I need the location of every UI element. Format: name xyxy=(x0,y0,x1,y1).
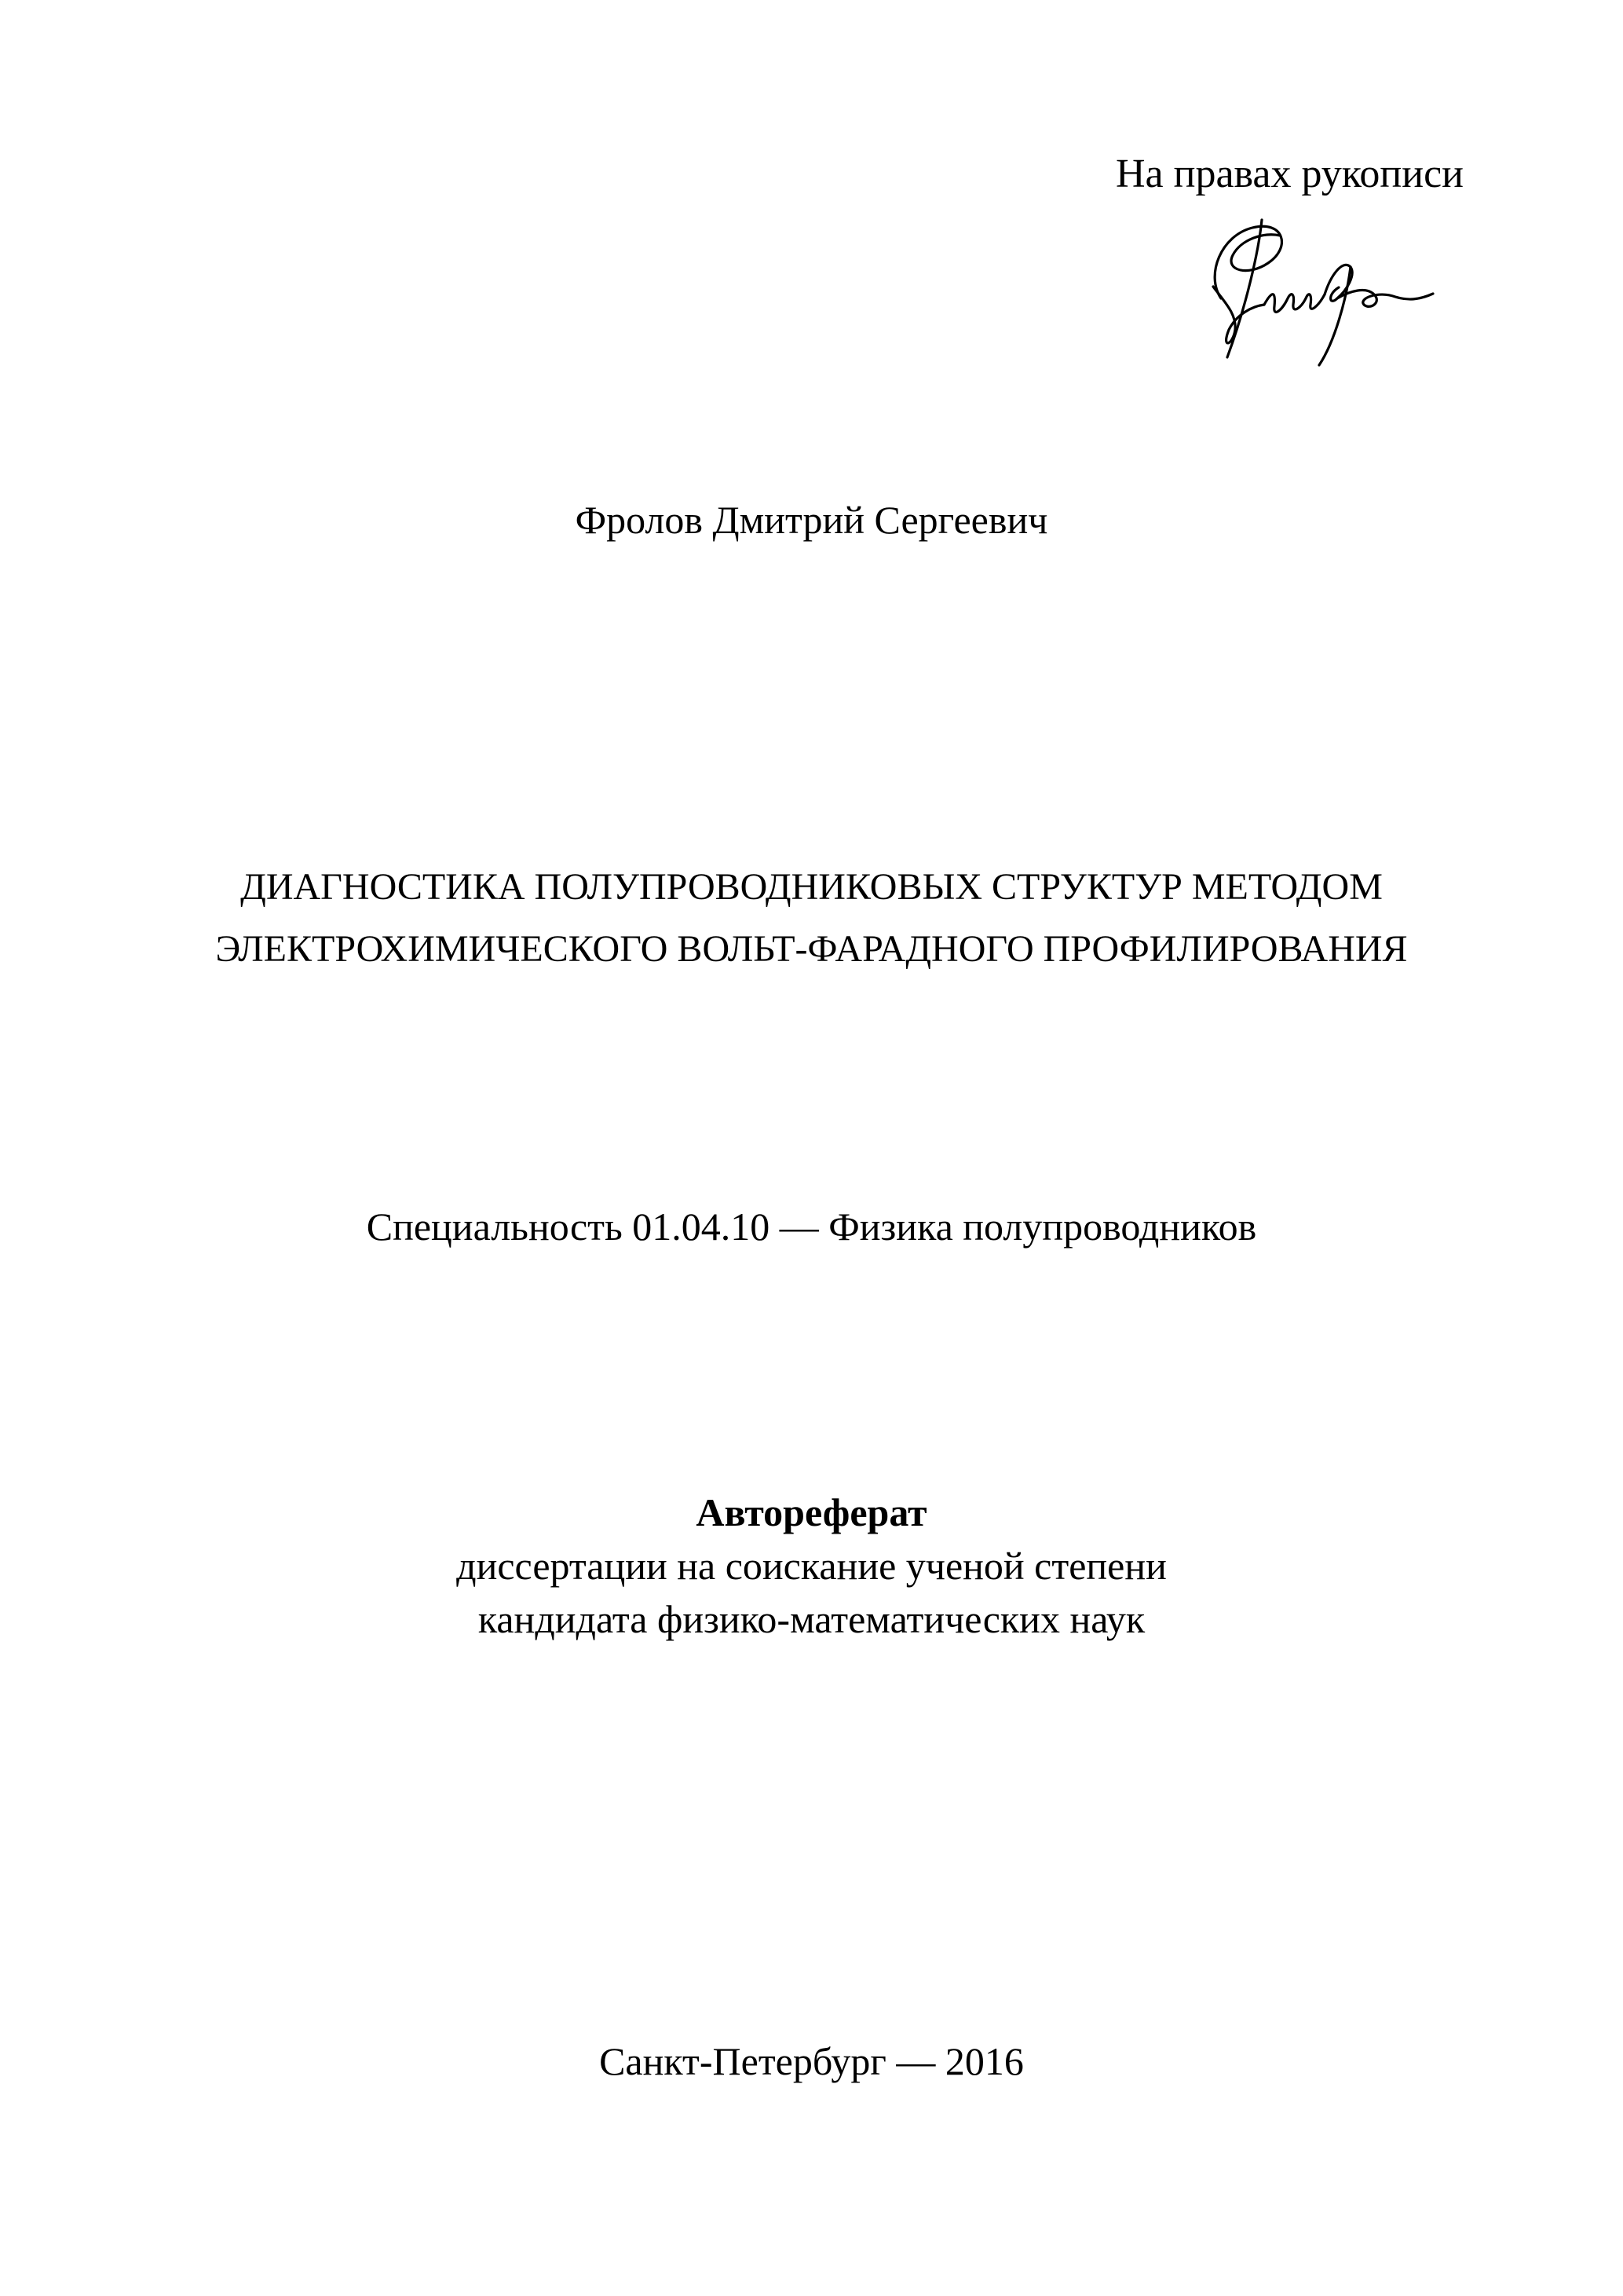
title-line-2: ЭЛЕКТРОХИМИЧЕСКОГО ВОЛЬТ-ФАРАДНОГО ПРОФИЛИРОВАНИЯ xyxy=(215,928,1408,970)
abstract-block xyxy=(0,1486,1623,1646)
dissertation-title xyxy=(0,856,1623,980)
city-year: Санкт-Петербург — 2016 xyxy=(599,2039,1024,2083)
author-name: Фролов Дмитрий Сергеевич xyxy=(575,498,1048,542)
speciality: Специальность 01.04.10 — Физика полупроводников xyxy=(366,1205,1257,1249)
abstract-line-1: диссертации на соискание ученой степени xyxy=(456,1544,1167,1588)
manuscript-note: На правах рукописи xyxy=(1116,152,1464,196)
abstract-line-2: кандидата физико-математических наук xyxy=(477,1597,1146,1641)
title-line-1: ДИАГНОСТИКА ПОЛУПРОВОДНИКОВЫХ СТРУКТУР МЕТОДОМ xyxy=(240,866,1383,908)
signature-icon xyxy=(1190,212,1441,369)
abstract-heading: Автореферат xyxy=(696,1490,927,1534)
